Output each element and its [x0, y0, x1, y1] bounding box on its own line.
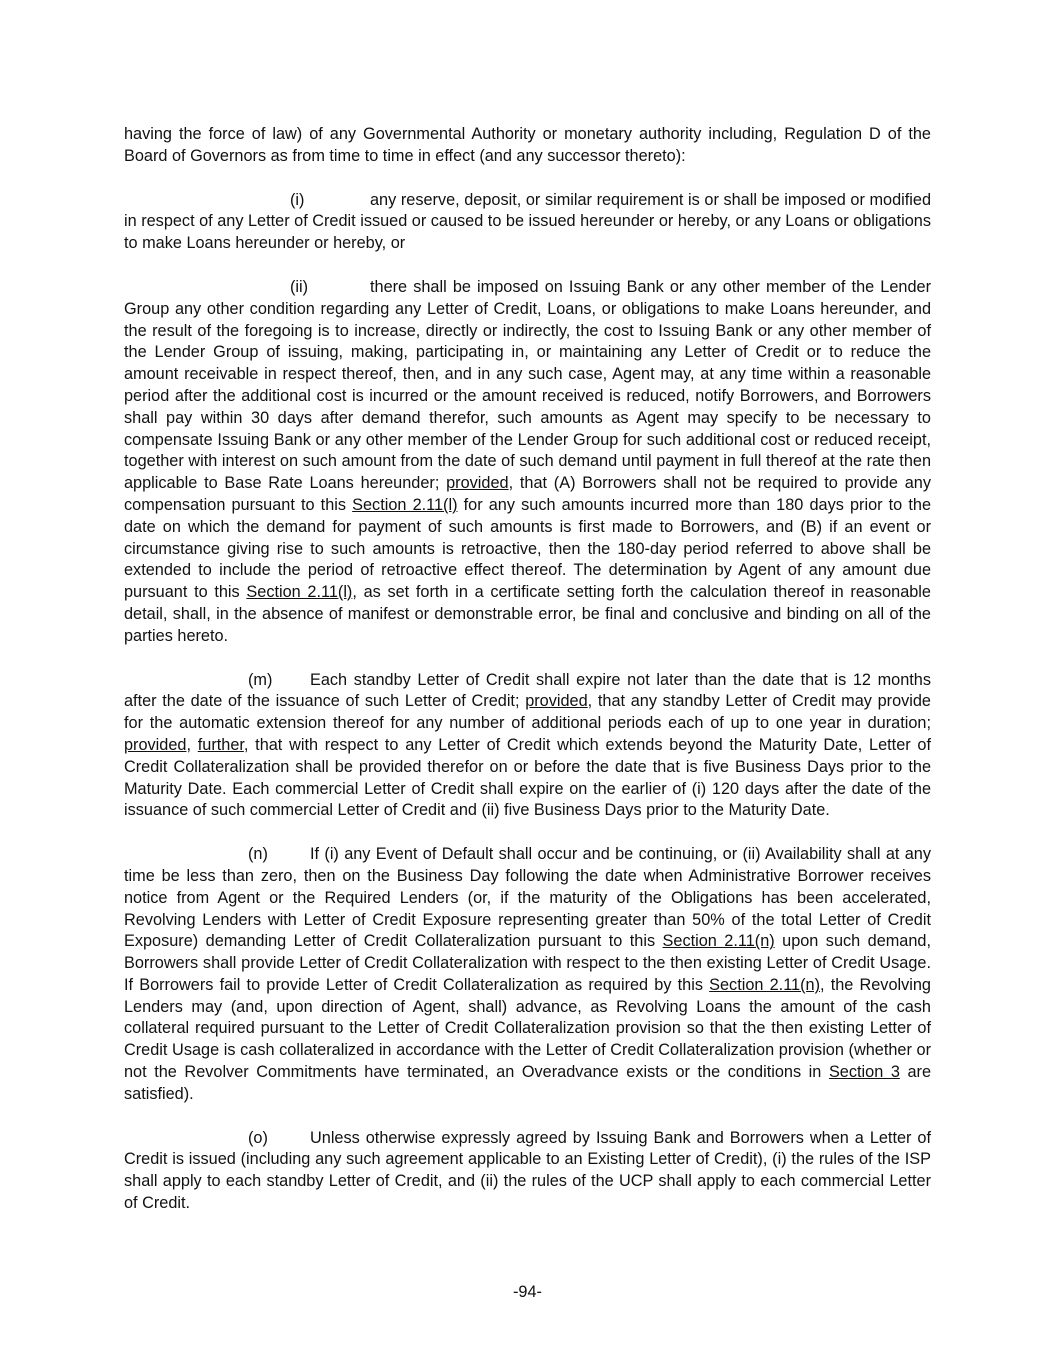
clause-n-paragraph: [124, 844, 931, 1106]
clause-n-text: are satisfied).: [124, 1063, 932, 1103]
clause-m-text: , that any standby Letter of Credit may provide for the automatic extension thereof for any number of additional periods each of up to one year in duration;: [124, 692, 931, 733]
clause-m-text: , that with respect to any Letter of Credit which extends beyond the Maturity Date, Letter of Credit Collateralization shall be provided therefor on or before the date that is five Business Days prior to the Maturity Date. Each commercial Letter of Credit shall expire on the earlier of (i) 120 days after the date of the issuance of such commercial Letter of Credit and (ii) five Business Days prior to the Maturity Date.: [124, 735, 931, 820]
clause-o-number: (o): [248, 1128, 268, 1147]
clause-m-text: Each standby Letter of Credit shall expire not later than the date that is 12 months after the date of the issuance of such Letter of Credit;: [124, 670, 931, 711]
section-reference: Section 2.11(n): [709, 975, 820, 994]
page-number: -94-: [513, 1283, 542, 1301]
clause-o-text: Unless otherwise expressly agreed by Issuing Bank and Borrowers when a Letter of Credit is issued (including any such agreement applicable to an Existing Letter of Credit), (i) the rules of the ISP shall apply to each standby Letter of Credit, and (ii) the rules of the UCP shall apply to each commercial Letter of Credit.: [124, 1128, 931, 1213]
intro-paragraph: [124, 124, 931, 168]
clause-m-paragraph: [124, 670, 931, 823]
clause-m-number: (m): [248, 670, 273, 689]
clause-ii-number: (ii): [290, 277, 309, 296]
clause-n-text: upon such demand, Borrowers shall provide Letter of Credit Collateralization with respect to the then existing Letter of Credit Usage. If Borrowers fail to provide Letter of Credit Collateralization as required by this: [124, 932, 931, 994]
document-body: [124, 124, 931, 1215]
clause-i-paragraph: [124, 190, 931, 255]
clause-n-text: , the Revolving Lenders may (and, upon direction of Agent, shall) advance, as Revolving Loans the amount of the cash collateral required pursuant to the Letter of Credit Collateralization provision so that the then existing Letter of Credit Usage is cash collateralized in accordance with the Letter of Credit Collateralization provision (whether or not the Revolver Commitments have terminated, an Overadvance exists or the conditions in: [124, 975, 931, 1082]
clause-n-number: (n): [248, 845, 268, 864]
intro-text: having the force of law) of any Governmental Authority or monetary authority including, Regulation D of the Board of Governors as from time to time in effect (and any successor thereto):: [124, 125, 931, 165]
clause-i-number: (i): [290, 190, 305, 209]
clause-ii-text: there shall be imposed on Issuing Bank or any other member of the Lender Group any other condition regarding any Letter of Credit, Loans, or obligations to make Loans hereunder, and the result of the foregoing is to increase, directly or indirectly, the cost to Issuing Bank or any other member of the Lender Group of issuing, making, participating in, or maintaining any Letter of Credit or to reduce the amount receivable in respect thereof, then, and in any such case, Agent may, at any time within a reasonable period after the additional cost is incurred or the amount received is reduced, notify Borrowers, and Borrowers shall pay within 30 days after demand therefor, such amounts as Agent may specify to be necessary to compensate Issuing Bank or any other member of the Lender Group for such additional cost or reduced receipt, together with interest on such amount from the date of such demand until payment in full thereof at the rate then applicable to Base Rate Loans hereunder;: [124, 277, 931, 493]
provided-term: provided: [446, 474, 509, 493]
further-term: further: [197, 735, 244, 754]
clause-ii-text: for any such amounts incurred more than 180 days prior to the date on which the demand for payment of such amounts is first made to Borrowers, and (B) if an event or circumstance giving rise to such amounts is retroactive, then the 180-day period referred to above shall be extended to include the period of retroactive effect thereof. The determination by Agent of any amount due pursuant to this: [124, 495, 931, 602]
clause-ii-text: , as set forth in a certificate setting forth the calculation thereof in reasonable detail, shall, in the absence of manifest or demonstrable error, be final and conclusive and binding on all of the parties hereto.: [124, 583, 931, 645]
clause-ii-paragraph: [124, 277, 931, 648]
clause-n-text: If (i) any Event of Default shall occur and be continuing, or (ii) Availability shall at any time be less than zero, then on the Business Day following the date when Administrative Borrower receives notice from Agent or the Required Lenders (or, if the maturity of the Obligations has been accelerated, Revolving Lenders with Letter of Credit Exposure representing greater than 50% of the total Letter of Credit Exposure) demanding Letter of Credit Collateralization pursuant to this: [124, 845, 931, 951]
provided-term: provided: [525, 692, 588, 711]
clause-o-paragraph: [124, 1128, 931, 1215]
clause-m-text: ,: [186, 735, 198, 754]
section-reference: Section 3: [828, 1063, 900, 1082]
provided-term: provided: [124, 735, 187, 754]
clause-i-text: any reserve, deposit, or similar requirement is or shall be imposed or modified in respect of any Letter of Credit issued or caused to be issued hereunder or hereby, or any Loans or obligations to make Loans hereunder or hereby, or: [124, 190, 932, 253]
section-reference: Section 2.11(l): [246, 583, 353, 602]
clause-ii-text: , that (A) Borrowers shall not be required to provide any compensation pursuant to this: [124, 474, 931, 514]
section-reference: Section 2.11(l): [352, 495, 458, 514]
section-reference: Section 2.11(n): [662, 932, 775, 951]
